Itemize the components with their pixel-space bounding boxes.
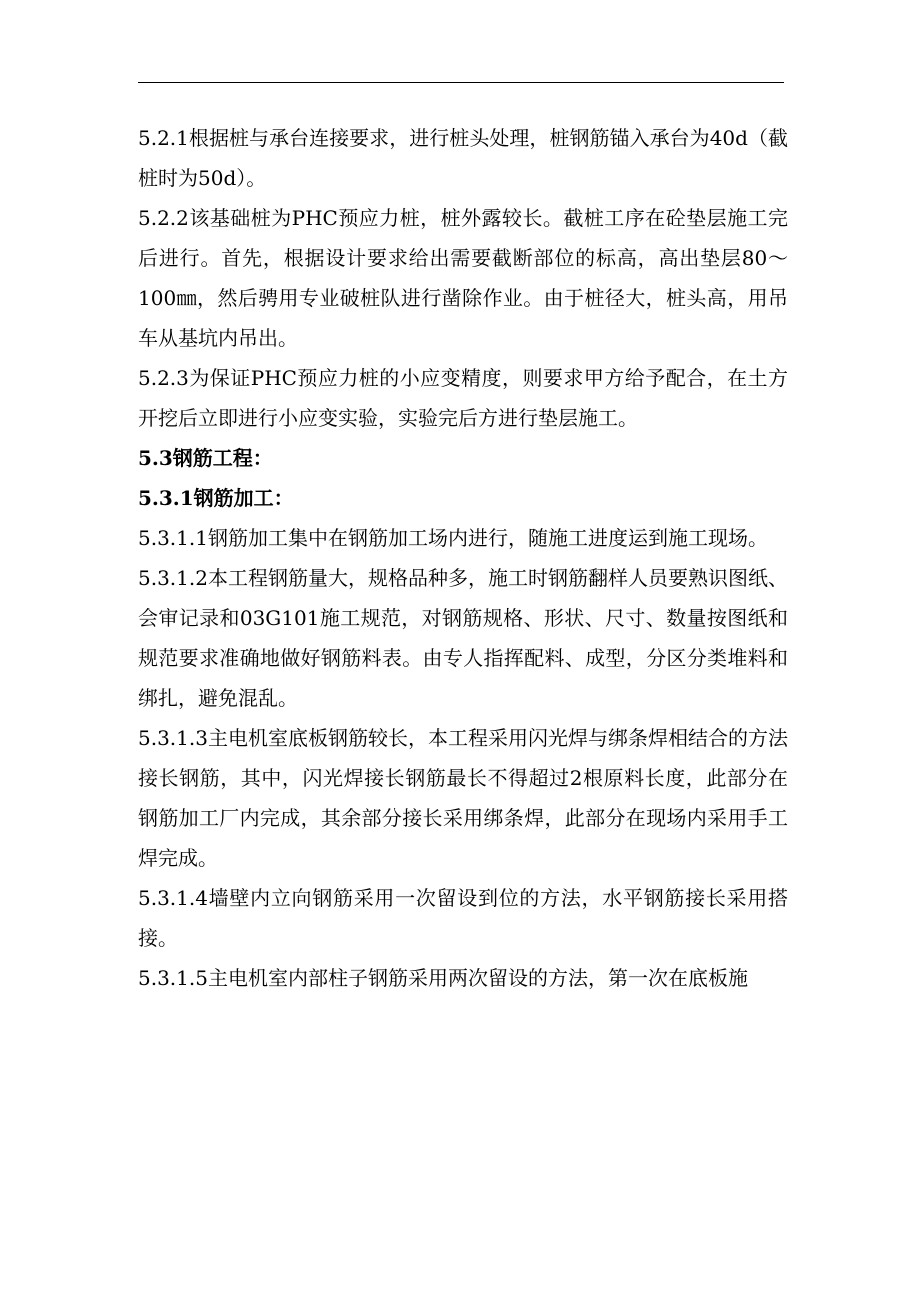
paragraph-5-3-1-3: 5.3.1.3主电机室底板钢筋较长，本工程采用闪光焊与绑条焊相结合的方法接长钢筋，其中，闪光焊接长钢筋最长不得超过2根原料长度，此部分在钢筋加工厂内完成，其余部分接长采用绑条焊，此部分在现场内采用手工焊完成。: [138, 726, 788, 870]
paragraph-5-3-1-2: 5.3.1.2本工程钢筋量大，规格品种多，施工时钢筋翻样人员要熟识图纸、会审记录和03G101施工规范，对钢筋规格、形状、尺寸、数量按图纸和规范要求准确地做好钢筋料表。由专人指挥配料、成型，分区分类堆料和绑扎，避免混乱。: [138, 566, 788, 710]
paragraph-5-2-3: 5.2.3为保证PHC预应力桩的小应变精度，则要求甲方给予配合，在土方开挖后立即进行小应变实验，实验完后方进行垫层施工。: [138, 366, 788, 430]
document-body: [138, 118, 788, 998]
heading-5-3: 5.3钢筋工程：: [138, 446, 273, 470]
header-rule: [138, 82, 784, 83]
paragraph-5-2-2: 5.2.2该基础桩为PHC预应力桩，桩外露较长。截桩工序在砼垫层施工完后进行。首先，根据设计要求给出需要截断部位的标高，高出垫层80～100㎜，然后骋用专业破桩队进行凿除作业。由于桩径大，桩头高，用吊车从基坑内吊出。: [138, 206, 788, 350]
paragraph-5-3-1-5: 5.3.1.5主电机室内部柱子钢筋采用两次留设的方法，第一次在底板施: [138, 966, 748, 990]
paragraph-5-3-1-4: 5.3.1.4墙壁内立向钢筋采用一次留设到位的方法，水平钢筋接长采用搭接。: [138, 886, 788, 950]
paragraph-5-3-1-1: 5.3.1.1钢筋加工集中在钢筋加工场内进行，随施工进度运到施工现场。: [138, 526, 768, 550]
heading-5-3-1: 5.3.1钢筋加工：: [138, 486, 294, 510]
paragraph-5-2-1: 5.2.1根据桩与承台连接要求，进行桩头处理，桩钢筋锚入承台为40d（截桩时为50d）。: [138, 126, 788, 190]
